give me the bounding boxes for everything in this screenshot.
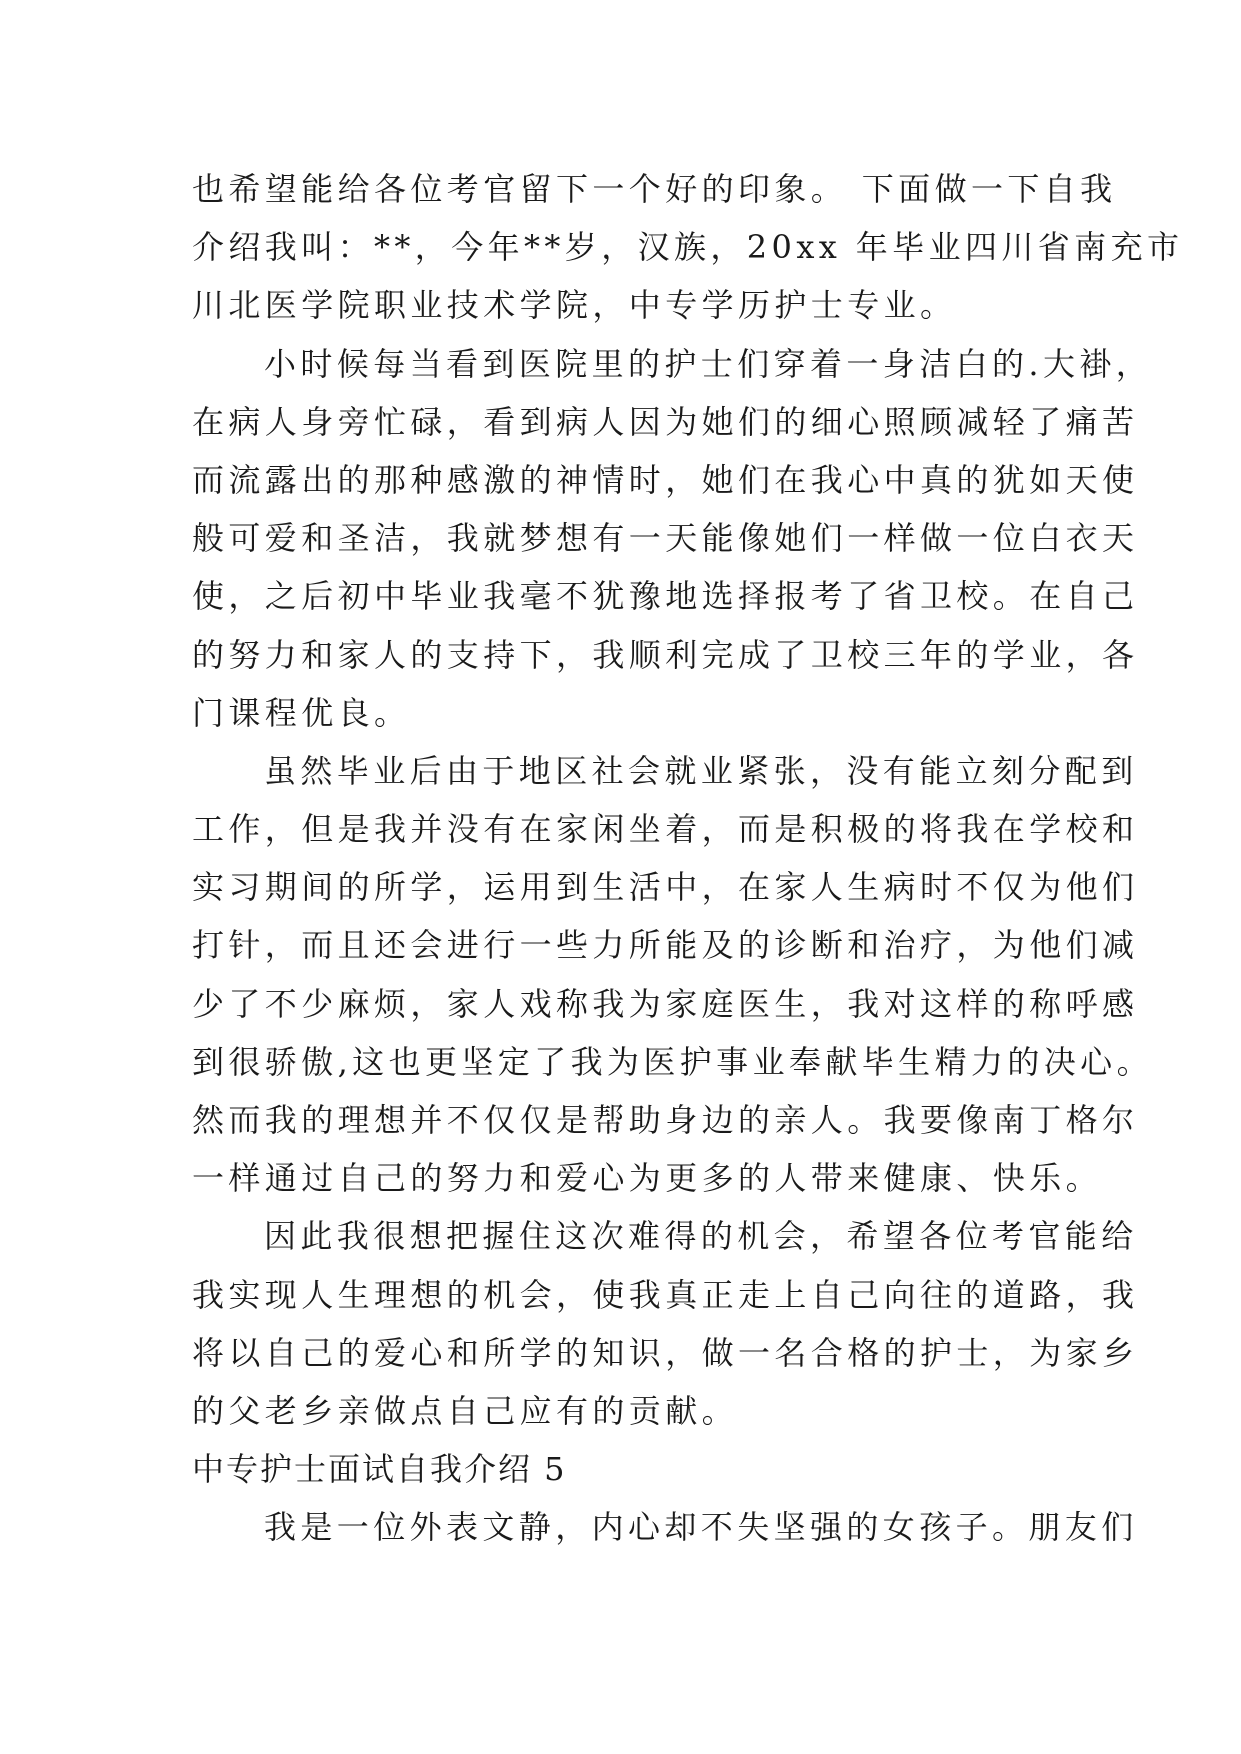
body-text: [192, 160, 1184, 1557]
text-line: 也希望能给各位考官留下一个好的印象。 下面做一下自我: [192, 170, 1117, 208]
text-line: 介绍我叫：**，今年**岁，汉族，20xx 年毕业四川省南充市: [192, 228, 1184, 267]
text-line: 川北医学院职业技术学院，中专学历护士专业。: [192, 286, 957, 325]
text-line: 门课程优良。: [192, 693, 411, 732]
text-line: 的努力和家人的支持下，我顺利完成了卫校三年的学业，各: [192, 635, 1139, 674]
text-line: 般可爱和圣洁，我就梦想有一天能像她们一样做一位白衣天: [192, 519, 1139, 558]
text-line: 使，之后初中毕业我毫不犹豫地选择报考了省卫校。在自己: [192, 577, 1139, 616]
section-heading: 中专护士面试自我介绍 5: [192, 1450, 567, 1489]
text-line: 在病人身旁忙碌，看到病人因为她们的细心照顾减轻了痛苦: [192, 402, 1139, 441]
text-line: 我是一位外表文静，内心却不失坚强的女孩子。朋友们: [264, 1508, 1138, 1547]
text-line: 一样通过自己的努力和爱心为更多的人带来健康、快乐。: [192, 1159, 1103, 1198]
text-line: 打针，而且还会进行一些力所能及的诊断和治疗，为他们减: [192, 926, 1139, 965]
text-line: 将以自己的爱心和所学的知识，做一名合格的护士，为家乡: [192, 1333, 1139, 1372]
text-line: 工作，但是我并没有在家闲坐着，而是积极的将我在学校和: [192, 810, 1139, 849]
text-line: 到很骄傲,这也更坚定了我为医护事业奉献毕生精力的决心。: [192, 1042, 1153, 1081]
text-line: 我实现人生理想的机会，使我真正走上自己向往的道路，我: [192, 1275, 1139, 1314]
text-line: 的父老乡亲做点自己应有的贡献。: [192, 1391, 739, 1430]
text-line: 因此我很想把握住这次难得的机会，希望各位考官能给: [264, 1217, 1138, 1256]
text-line: 小时候每当看到医院里的护士们穿着一身洁白的.大褂，: [264, 344, 1153, 383]
text-line: 少了不少麻烦，家人戏称我为家庭医生，我对这样的称呼感: [192, 984, 1139, 1023]
text-line: 而流露出的那种感激的神情时，她们在我心中真的犹如天使: [192, 460, 1139, 499]
text-line: 然而我的理想并不仅仅是帮助身边的亲人。我要像南丁格尔: [192, 1101, 1139, 1139]
text-line: 实习期间的所学，运用到生活中，在家人生病时不仅为他们: [192, 868, 1139, 907]
text-line: 虽然毕业后由于地区社会就业紧张，没有能立刻分配到: [264, 751, 1138, 790]
